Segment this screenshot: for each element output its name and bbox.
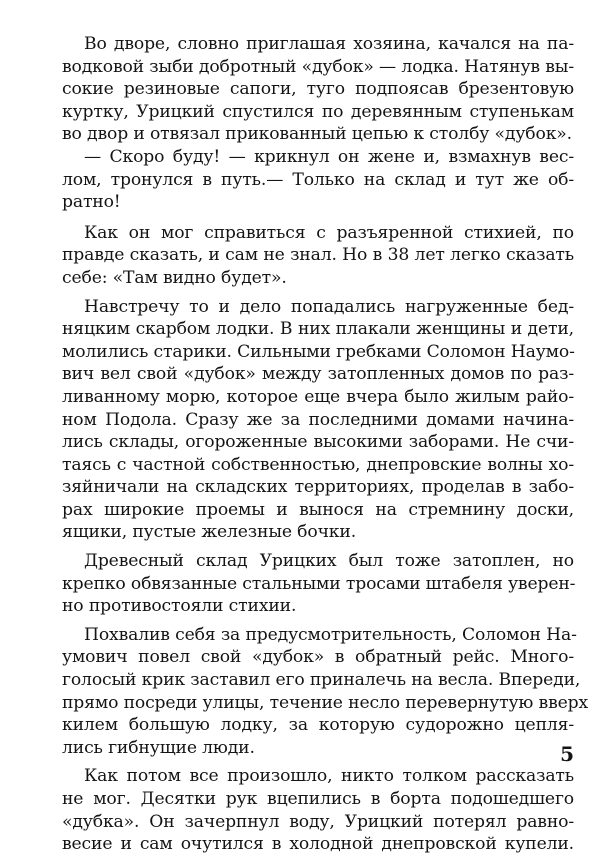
text-line: рах широкие проемы и вынося на стремнину доски, [62,499,574,520]
text-line: Похвалив себя за предусмотрительность, Соломон На- [84,624,577,645]
text-line: весие и сам очутился в холодной днепровской купели. [62,834,574,855]
text-line: ливанному морю, которое еще вчера было жилым райо- [62,386,574,407]
text-line: Во дворе, словно приглашая хозяина, качался на па- [84,34,574,54]
page-number: 5 [560,742,574,766]
text-line: няцким скарбом лодки. В них плакали женщины и дети, [62,319,574,340]
text-line: таясь с частной собственностью, днепровские волны хо- [62,454,574,475]
text-line: ратно! [62,192,121,213]
text-line: Как он мог справиться с разъяренной стихией, по [84,222,574,243]
text-line: Как потом все произошло, никто толком рассказать [84,766,574,787]
text-line: ном Подола. Сразу же за последними домами начина- [62,409,574,430]
text-line: во двор и отвязал прикованный цепью к столбу «дубок». [62,124,572,145]
text-line: прямо посреди улицы, течение несло перевернутую вверх [62,692,589,713]
paragraph-2 [62,146,574,214]
text-line: не мог. Десятки рук вцепились в борта подошедшего [62,789,574,809]
text-line: зяйничали на складских территориях, проделав в забо- [62,477,574,498]
text-line: — Скоро буду! — крикнул он жене и, взмахнув вес- [84,146,574,167]
text-line: себе: «Там видно будет». [62,267,287,288]
text-line: лом, тронулся в путь.— Только на склад и тут же об- [62,169,574,190]
paragraph-3 [62,222,574,290]
text-line: ящики, пустые железные бочки. [62,522,357,543]
text-line: умович повел свой «дубок» в обратный рейс. Много- [62,647,574,668]
text-line: лись гибнущие люди. [62,737,255,758]
text-line: Навстречу то и дело попадались нагруженные бед- [84,296,574,317]
text-line: молились старики. Сильными гребками Соломон Наумо- [62,341,575,362]
paragraph-5 [62,550,574,618]
text-line: крепко обвязанные стальными тросами штабеля уверен- [62,573,576,594]
text-line: куртку, Урицкий спустился по деревянным ступенькам [62,101,574,122]
text-line: Древесный склад Урицких был тоже затоплен, но [84,551,574,572]
text-line: «дубка». Он зачерпнул воду, Урицкий потерял равно- [62,811,574,832]
paragraph-4 [62,296,574,545]
text-line: правде сказать, и сам не знал. Но в 38 лет легко сказать [62,245,574,266]
text-line: килем большую лодку, за которую судорожно цепля- [62,715,574,736]
paragraph-1 [62,33,574,146]
text-line: но противостояли стихии. [62,596,297,617]
paragraph-7 [62,765,574,855]
text-line: водковой зыби добротный «дубок» — лодка. Натянув вы- [62,56,574,77]
body-text [62,33,589,856]
paragraph-6 [62,624,589,760]
text-line: сокие резиновые сапоги, туго подпоясав брезентовую [62,79,574,100]
text-line: вич вел свой «дубок» между затопленных домов по раз- [62,364,574,385]
text-line: голосый крик заставил его приналечь на весла. Впереди, [62,670,581,691]
text-line: лись склады, огороженные высокими заборами. Не счи- [62,432,574,453]
